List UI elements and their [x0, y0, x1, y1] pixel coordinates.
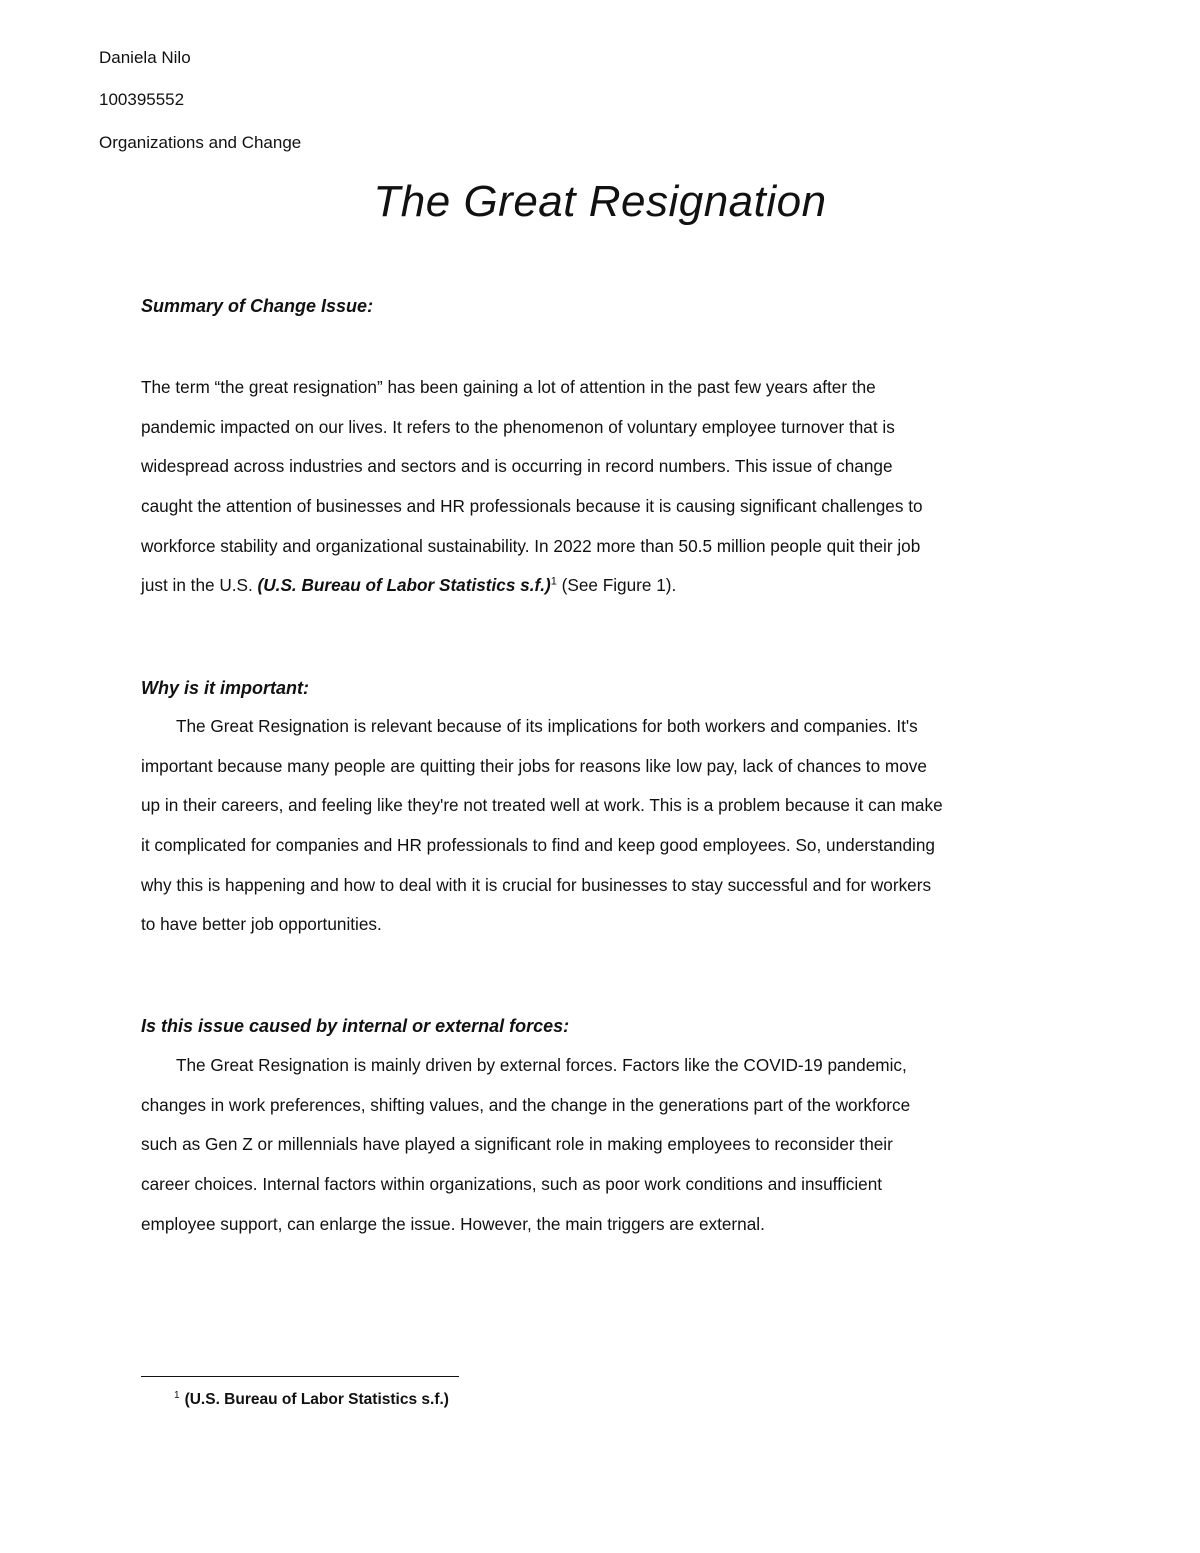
paragraph-line: The Great Resignation is mainly driven by external forces. Factors like the COVID-19 pandemic, — [176, 1055, 907, 1075]
paragraph-line: such as Gen Z or millennials have played a significant role in making employees to reconsider their — [141, 1134, 893, 1155]
importance-paragraph — [141, 707, 1061, 945]
footnote — [174, 1389, 449, 1411]
paragraph-line: changes in work preferences, shifting values, and the change in the generations part of the workforce — [141, 1094, 911, 1115]
footnote-text: (U.S. Bureau of Labor Statistics s.f.) — [184, 1391, 449, 1408]
paragraph-line: pandemic impacted on our lives. It refers to the phenomenon of voluntary employee turnover that is — [141, 416, 895, 437]
citation: (U.S. Bureau of Labor Statistics s.f.) — [257, 575, 551, 596]
student-id: 100395552 — [99, 90, 185, 109]
paragraph-line: why this is happening and how to deal with it is crucial for businesses to stay successful and for workers — [141, 874, 932, 895]
citation-suffix: (See Figure 1). — [556, 575, 677, 596]
summary-heading: Summary of Change Issue: — [141, 296, 374, 316]
paragraph-line: The Great Resignation is relevant because of its implications for both workers and companies. It's — [176, 716, 918, 736]
paragraph-line: widespread across industries and sectors and is occurring in record numbers. This issue of change — [141, 456, 893, 477]
paragraph-line: The term “the great resignation” has been gaining a lot of attention in the past few years after the — [141, 377, 876, 397]
forces-paragraph — [141, 1046, 1061, 1244]
paragraph-line: it complicated for companies and HR professionals to find and keep good employees. So, understanding — [141, 835, 935, 856]
paragraph-line: workforce stability and organizational sustainability. In 2022 more than 50.5 million people quit their job — [141, 535, 921, 556]
paragraph-line: important because many people are quitting their jobs for reasons like low pay, lack of chances to move — [141, 755, 927, 776]
summary-paragraph — [141, 368, 1061, 606]
paragraph-line: to have better job opportunities. — [141, 914, 382, 935]
paragraph-line: up in their careers, and feeling like they're not treated well at work. This is a problem because it can make — [141, 795, 943, 816]
document-title: The Great Resignation — [373, 177, 827, 226]
importance-heading: Why is it important: — [141, 678, 309, 698]
author-name: Daniela Nilo — [99, 48, 191, 67]
footnote-mark: 1 — [174, 1389, 180, 1401]
footnote-reference[interactable]: 1 — [550, 575, 557, 588]
course-name: Organizations and Change — [99, 133, 302, 152]
forces-heading: Is this issue caused by internal or external forces: — [141, 1016, 570, 1036]
paragraph-line: employee support, can enlarge the issue. However, the main triggers are external. — [141, 1213, 765, 1234]
footnote-divider — [141, 1376, 459, 1377]
paragraph-line-with-citation — [141, 566, 1061, 606]
paragraph-line: career choices. Internal factors within organizations, such as poor work conditions and insufficient — [141, 1174, 883, 1195]
citation-prefix: just in the U.S. — [141, 575, 258, 596]
paragraph-line: caught the attention of businesses and HR professionals because it is causing significant challenges to — [141, 496, 923, 517]
